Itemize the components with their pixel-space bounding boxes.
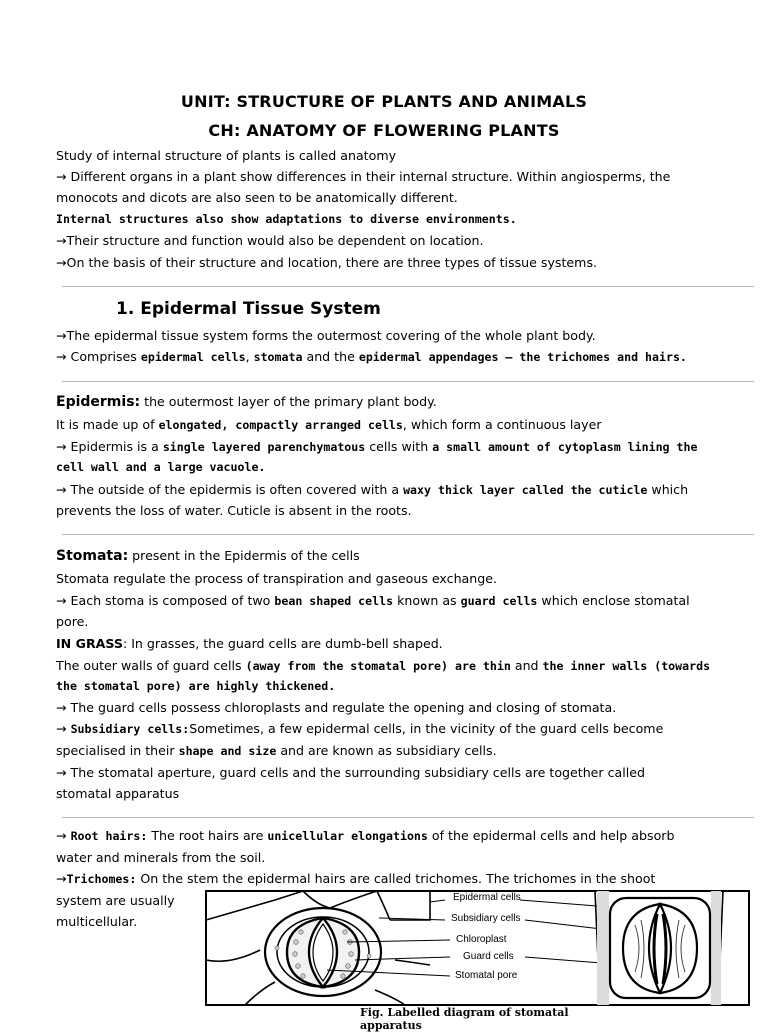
hairs-line-1 [56, 825, 736, 847]
stomata-line-7: the stomatal pore) are highly thickened. [56, 679, 336, 693]
intro-line-3: monocots and dicots are also seen to be anatomically different. [56, 190, 458, 205]
text-bold: epidermal appendages – the trichomes and hairs. [358, 350, 687, 364]
text-bold: waxy thick layer called the cuticle [403, 483, 648, 497]
text: present in the Epidermis of the cells [128, 548, 360, 563]
unit-title: UNIT: STRUCTURE OF PLANTS AND ANIMALS [180, 92, 588, 111]
text-bold: IN GRASS [56, 636, 123, 651]
label-chloroplast: Chloroplast [456, 934, 507, 945]
text-bold: stomata [253, 350, 303, 364]
stomata-line-12: stomatal apparatus [56, 786, 180, 801]
chapter-title: CH: ANATOMY OF FLOWERING PLANTS [208, 121, 560, 140]
epidermal-cell [597, 891, 609, 1005]
text: which enclose stomatal [537, 593, 690, 608]
text: specialised in their [56, 743, 179, 758]
stomata-line-2: Stomata regulate the process of transpiration and gaseous exchange. [56, 571, 497, 586]
intro-line-5: →Their structure and function would also be dependent on location. [56, 233, 484, 248]
intro-line-4: Internal structures also show adaptations to diverse environments. [56, 212, 517, 226]
text: : In grasses, the guard cells are dumb-bell shaped. [122, 636, 443, 651]
epidermal-cell [711, 891, 721, 1005]
stomata-line-8: → The guard cells possess chloroplasts and regulate the opening and closing of stomata. [56, 700, 617, 715]
text: of the epidermal cells and help absorb [427, 828, 675, 843]
text: The outer walls of guard cells [56, 658, 246, 673]
text-bold: elongated, compactly arranged cells [158, 418, 403, 432]
text: Sometimes, a few epidermal cells, in the vicinity of the guard cells become [189, 721, 664, 736]
text-bold: single layered parenchymatous [162, 440, 366, 454]
stomata-line-10 [56, 740, 736, 762]
stomata-line-1 [56, 545, 736, 567]
stomata-line-4: pore. [56, 614, 89, 629]
label-stomatal-pore: Stomatal pore [455, 970, 518, 981]
text: → The outside of the epidermis is often covered with a [56, 482, 404, 497]
text-bold: unicellular elongations [267, 829, 428, 843]
intro-line-2: → Different organs in a plant show differences in their internal structure. Within angiosperms, the [56, 169, 671, 184]
stomata-line-9 [56, 718, 736, 740]
text: → Each stoma is composed of two [56, 593, 275, 608]
hairs-line-5: multicellular. [56, 914, 138, 929]
text: On the stem the epidermal hairs are called trichomes. The trichomes in the shoot [136, 871, 656, 886]
term-epidermis: Epidermis: [56, 394, 141, 410]
text: and [510, 658, 543, 673]
label-epidermal-cells: Epidermal cells [453, 892, 521, 903]
stomatal-apparatus-diagram [205, 890, 750, 1006]
epidermis-line-2 [56, 414, 736, 436]
text-bold: (away from the stomatal pore) are thin [245, 659, 511, 673]
text-bold: Root hairs: [70, 829, 148, 843]
epidermis-line-3 [56, 436, 736, 458]
section-heading-epidermal: 1. Epidermal Tissue System [116, 299, 381, 319]
epidermis-line-6: prevents the loss of water. Cuticle is absent in the roots. [56, 503, 412, 518]
label-guard-cells: Guard cells [463, 951, 514, 962]
hairs-line-4: system are usually [56, 893, 175, 908]
text-bold: bean shaped cells [274, 594, 394, 608]
text: and the [302, 349, 359, 364]
text: → Epidermis is a [56, 439, 163, 454]
text-bold: guard cells [460, 594, 538, 608]
text: → [56, 721, 71, 736]
text-bold: epidermal cells [140, 350, 246, 364]
text-bold: Trichomes: [66, 872, 137, 886]
text: , [245, 349, 254, 364]
text-bold: the inner walls (towards [542, 659, 711, 673]
divider [62, 534, 754, 535]
epidermis-line-4: cell wall and a large vacuole. [56, 460, 266, 474]
hairs-line-3 [56, 868, 736, 890]
section1-line-2 [56, 346, 736, 368]
text: The root hairs are [147, 828, 268, 843]
stomata-line-3 [56, 590, 736, 612]
text: the outermost layer of the primary plant body. [140, 394, 437, 409]
intro-line-1: Study of internal structure of plants is called anatomy [56, 148, 397, 163]
text-bold: Subsidiary cells: [70, 722, 190, 736]
text: It is made up of [56, 417, 159, 432]
text: and are known as subsidiary cells. [276, 743, 497, 758]
text-bold: shape and size [178, 744, 277, 758]
stomata-line-5 [56, 633, 736, 654]
divider [62, 381, 754, 382]
epidermis-line-1 [56, 391, 736, 413]
divider [62, 817, 754, 818]
epidermis-line-5 [56, 479, 736, 501]
stomata-line-11: → The stomatal aperture, guard cells and the surrounding subsidiary cells are together called [56, 765, 645, 780]
term-stomata: Stomata: [56, 548, 129, 564]
divider [62, 286, 754, 287]
text: , which form a continuous layer [402, 417, 602, 432]
label-subsidiary-cells: Subsidiary cells [451, 913, 521, 924]
intro-line-6: →On the basis of their structure and location, there are three types of tissue systems. [56, 255, 598, 270]
figure-caption: Fig. Labelled diagram of stomatal apparatus [360, 1006, 569, 1032]
stomata-line-6 [56, 655, 736, 677]
text: which [647, 482, 689, 497]
grass-stoma-diagram [595, 891, 723, 1005]
text: → [56, 828, 71, 843]
text: cells with [365, 439, 433, 454]
text: → [56, 871, 67, 886]
text-bold: a small amount of cytoplasm lining the [432, 440, 698, 454]
hairs-line-2: water and minerals from the soil. [56, 850, 266, 865]
text: → Comprises [56, 349, 141, 364]
section1-line-1: →The epidermal tissue system forms the outermost covering of the whole plant body. [56, 328, 596, 343]
text: known as [393, 593, 461, 608]
